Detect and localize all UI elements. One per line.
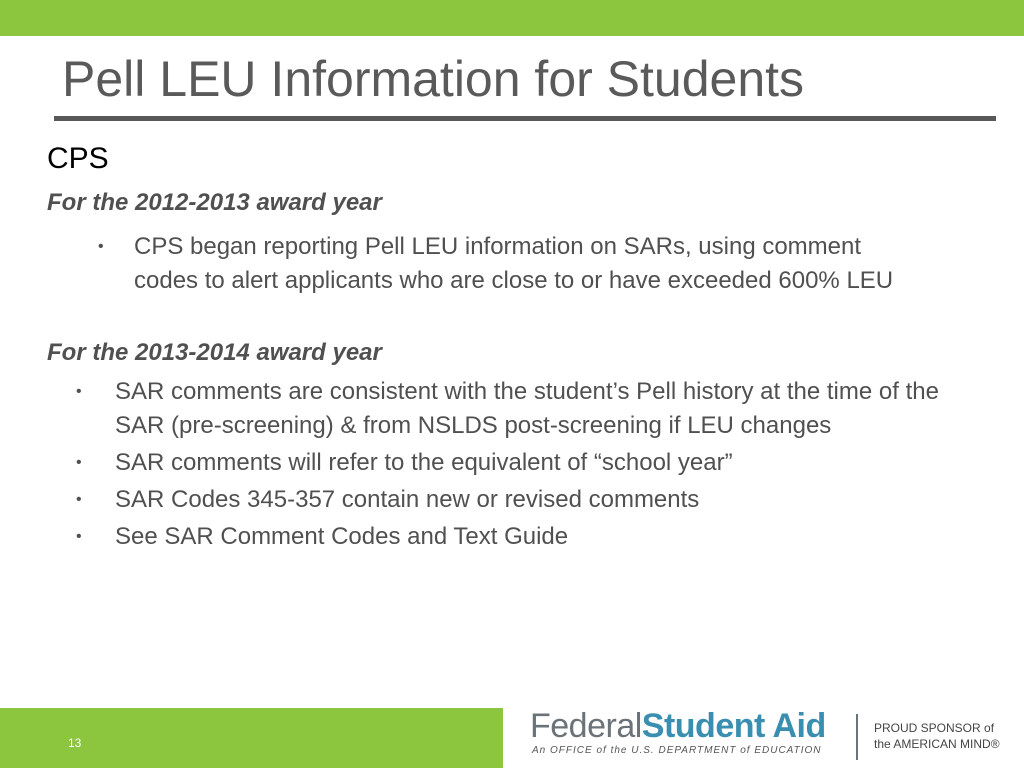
sponsor-line-1: PROUD SPONSOR of [874,721,995,735]
page-number: 13 [68,736,82,750]
top-accent-bar [0,0,1024,36]
bullet-text: SAR comments will refer to the equivalent of “school year” [115,449,733,476]
bullet-item [98,230,898,298]
bullet-text: See SAR Comment Codes and Text Guide [115,523,569,550]
slide-title: Pell LEU Information for Students [62,51,805,107]
sponsor-text [874,720,1000,752]
logo-tagline: An OFFICE of the U.S. DEPARTMENT of EDUCATION [532,745,822,756]
bullet-item [76,520,976,554]
bullet-list-2012-2013 [98,230,898,301]
logo-divider [856,714,858,760]
bullet-dot-icon: • [76,528,82,545]
bullet-text: CPS began reporting Pell LEU information on SARs, using comment codes to alert applicants who are close to or have exceeded 600% LEU [134,233,894,294]
logo-wordmark [530,708,826,745]
bullet-dot-icon: • [76,454,82,471]
bullet-text: SAR comments are consistent with the student’s Pell history at the time of the SAR (pre-screening) & from NSLDS post-screening if LEU changes [115,378,939,439]
subheading-2013-2014: For the 2013-2014 award year [47,339,382,366]
title-underline [54,116,996,121]
subheading-2012-2013: For the 2012-2013 award year [47,189,382,216]
bullet-item [76,446,976,480]
logo-word-federal: Federal [530,707,642,745]
sponsor-line-2: the AMERICAN MIND® [874,737,1000,751]
bullet-item [76,483,976,517]
bullet-item [76,375,976,443]
bullet-list-2013-2014 [76,375,976,557]
bullet-dot-icon: • [76,383,82,400]
logo-word-student-aid: Student Aid [641,707,826,745]
bullet-text: SAR Codes 345-357 contain new or revised comments [115,486,700,513]
bullet-dot-icon: • [76,491,82,508]
bullet-dot-icon: • [98,238,104,255]
federal-student-aid-logo [530,708,1024,768]
section-heading: CPS [47,142,109,175]
footer-accent-bar [0,708,503,768]
